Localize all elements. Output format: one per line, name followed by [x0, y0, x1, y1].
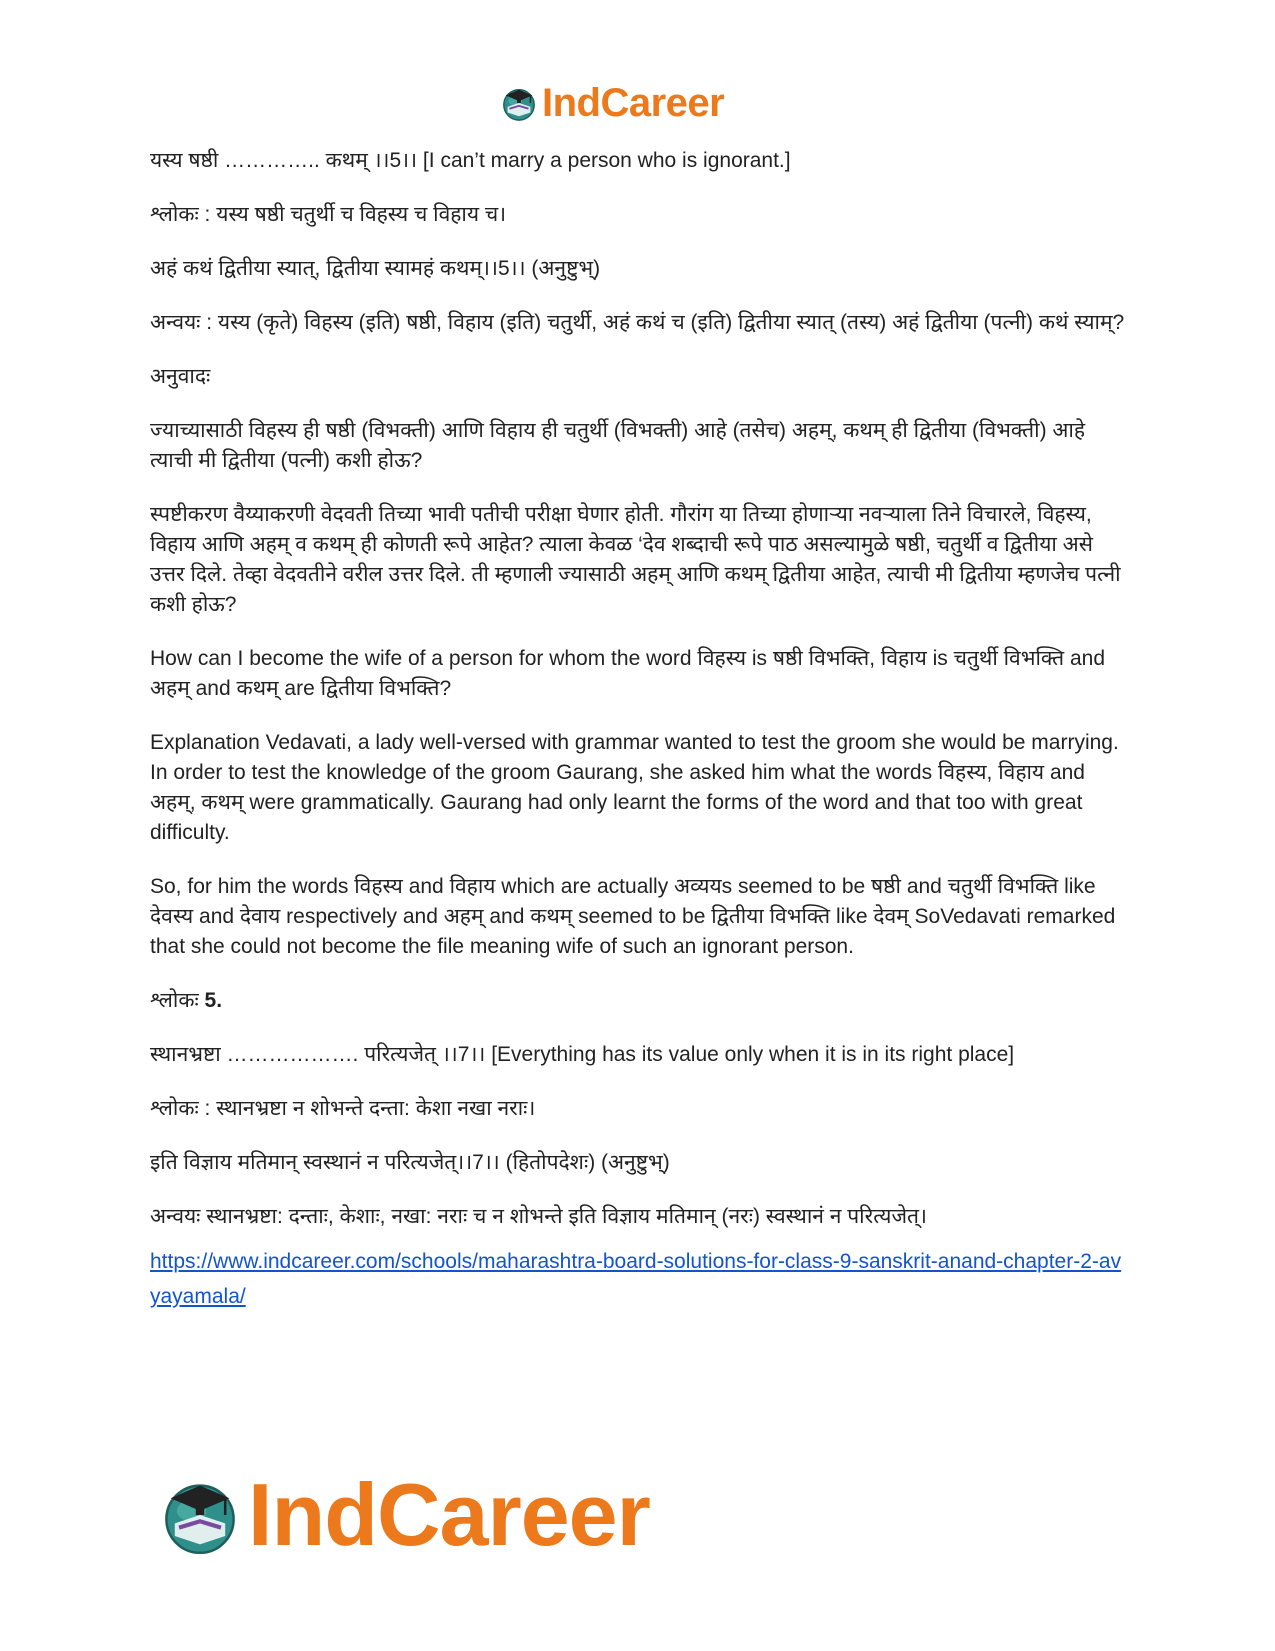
paragraph: अन्वयः : यस्य (कृते) विहस्य (इति) षष्ठी, विहाय (इति) चतुर्थी, अहं कथं च (इति) द्वितीया स्यात् (तस्य) अहं द्वितीया (पत्नी) कथं स्याम्?	[150, 311, 1125, 334]
footer-logo-text: IndCareer	[248, 1465, 650, 1564]
paragraph: अहं कथं द्वितीया स्यात्, द्वितीया स्यामहं कथम्।।5।। (अनुष्टुभ्)	[150, 257, 601, 280]
shloka-heading-number: 5.	[204, 989, 223, 1012]
paragraph: How can I become the wife of a person for whom the word विहस्य is षष्ठी विभक्ति, विहाय is चतुर्थी विभक्ति and अहम् and कथम् are द्वितीया विभक्ति?	[150, 647, 1106, 700]
paragraph: अनुवादः	[150, 365, 211, 388]
paragraph: स्थानभ्रष्टा ………………. परित्यजेत् ।।7।। [Everything has its value only when it is in its right place]	[150, 1043, 1015, 1066]
graduation-globe-icon	[500, 84, 538, 122]
source-link[interactable]: https://www.indcareer.com/schools/maharashtra-board-solutions-for-class-9-sanskrit-anand-chapter-2-avyayamala/	[150, 1250, 1122, 1308]
shloka-heading	[150, 986, 1130, 1016]
paragraph: अन्वयः स्थानभ्रष्टा: दन्ताः, केशाः, नखा: नराः च न शोभन्ते इति विज्ञाय मतिमान् (नरः) स्वस्थानं न परित्यजेत्।	[150, 1205, 927, 1228]
header-logo	[500, 80, 724, 126]
paragraph: इति विज्ञाय मतिमान् स्वस्थानं न परित्यजेत्।।7।। (हितोपदेशः) (अनुष्टुभ्)	[150, 1151, 670, 1174]
paragraph: यस्य षष्ठी ………….. कथम् ।।5।। [I can’t marry a person who is ignorant.]	[150, 149, 791, 172]
document-body	[150, 146, 1130, 1314]
paragraph: श्लोकः : यस्य षष्ठी चतुर्थी च विहस्य च विहाय च।	[150, 203, 507, 226]
graduation-globe-icon	[158, 1473, 242, 1557]
paragraph: So, for him the words विहस्य and विहाय which are actually अव्ययs seemed to be षष्ठी and चतुर्थी विभक्ति like देवस्य and देवाय respectively and अहम् and कथम् seemed to be द्वितीया विभक्ति like देवम् SoVedavati remarked that she could not become the file meaning wife of such an ignorant person.	[150, 875, 1116, 958]
shloka-heading-label: श्लोकः	[150, 989, 205, 1012]
footer-logo	[158, 1465, 650, 1564]
header-logo-text: IndCareer	[542, 81, 725, 125]
paragraph: Explanation Vedavati, a lady well-versed with grammar wanted to test the groom she would be marrying. In order to test the knowledge of the groom Gaurang, she asked him what the words विहस्य, विहाय and अहम्, कथम् were grammatically. Gaurang had only learnt the forms of the word and that too with great difficulty.	[150, 731, 1119, 844]
paragraph: स्पष्टीकरण वैय्याकरणी वेदवती तिच्या भावी पतीची परीक्षा घेणार होती. गौरांग या तिच्या होणाऱ्या नवऱ्याला तिने विचारले, विहस्य, विहाय आणि अहम् व कथम् ही कोणती रूपे आहेत? त्याला केवळ ‘देव शब्दाची रूपे पाठ असल्यामुळे षष्ठी, चतुर्थी व द्वितीया असे उत्तर दिले. तेव्हा वेदवतीने वरील उत्तर दिले. ती म्हणाली ज्यासाठी अहम् आणि कथम् द्वितीया आहेत, त्याची मी द्वितीया म्हणजेच पत्नी कशी होऊ?	[150, 503, 1121, 616]
paragraph: श्लोकः : स्थानभ्रष्टा न शोभन्ते दन्ता: केशा नखा नराः।	[150, 1097, 536, 1120]
paragraph: ज्याच्यासाठी विहस्य ही षष्ठी (विभक्ती) आणि विहाय ही चतुर्थी (विभक्ती) आहे (तसेच) अहम्, कथम् ही द्वितीया (विभक्ती) आहे त्याची मी द्वितीया (पत्नी) कशी होऊ?	[150, 419, 1086, 472]
